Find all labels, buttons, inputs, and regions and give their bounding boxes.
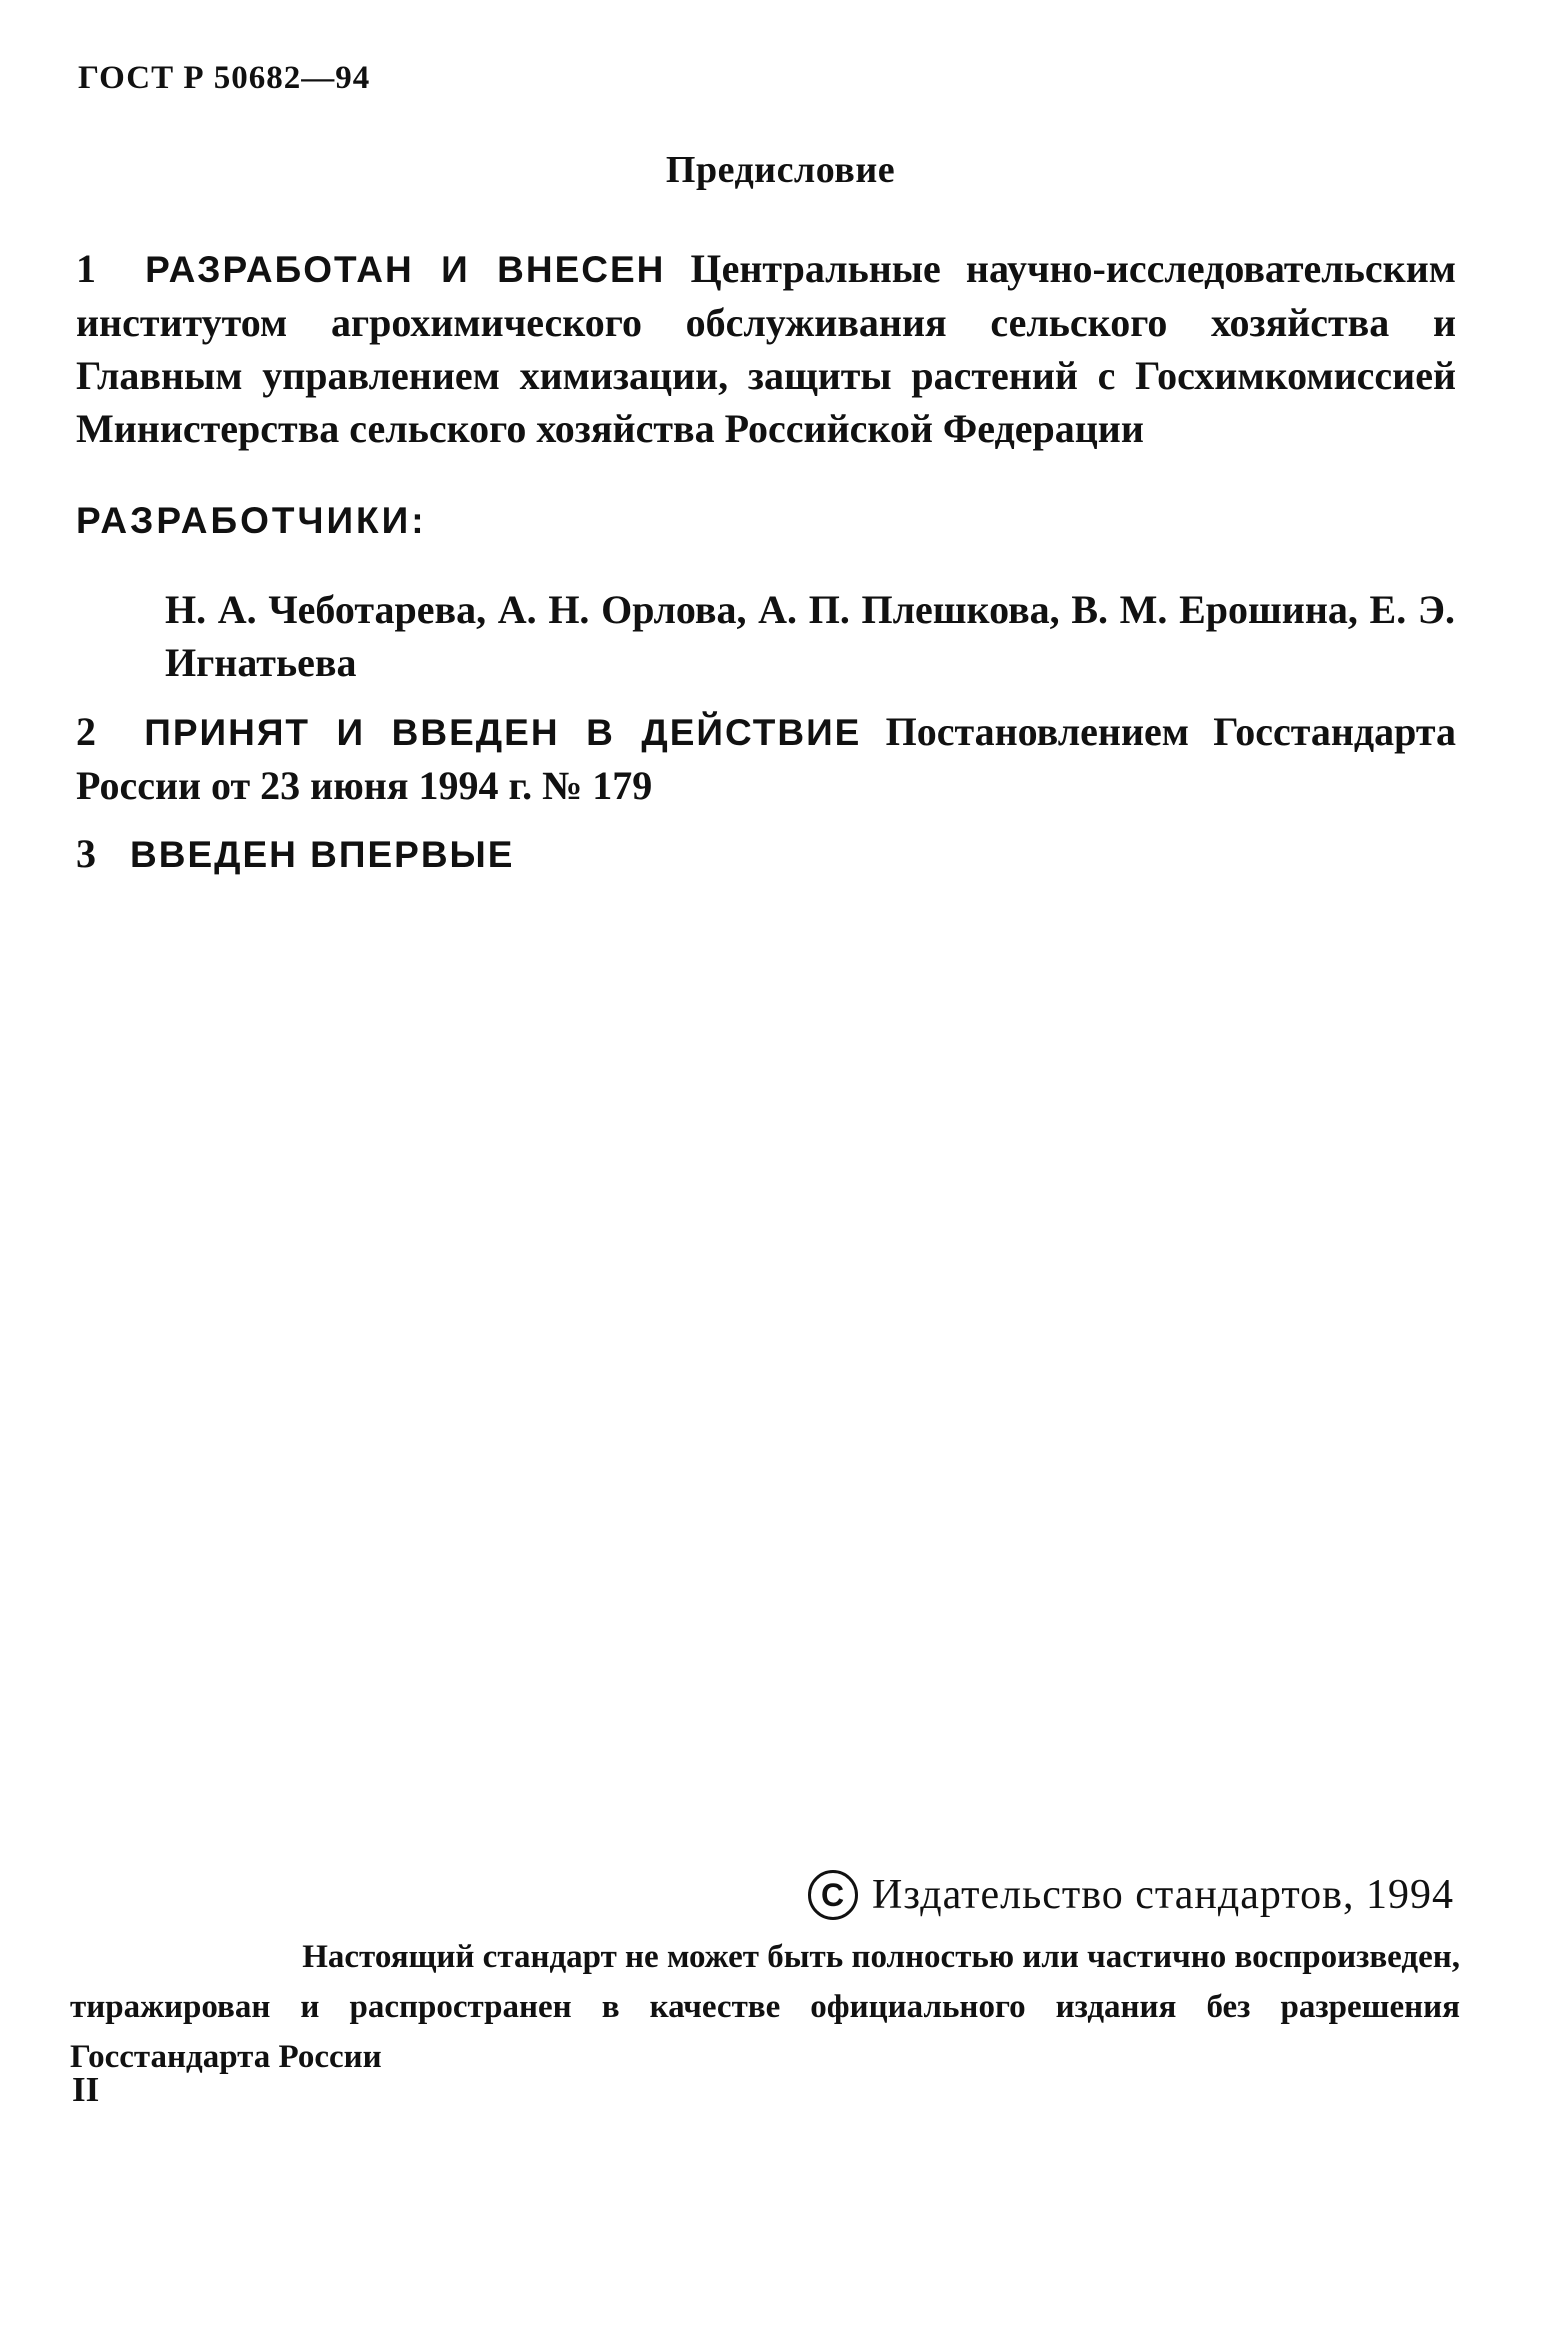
item-caps-heading: ВВЕДЕН ВПЕРВЫЕ: [130, 834, 515, 875]
page-number: II: [72, 2070, 100, 2109]
item-text: Центральные научно-исследовательским институтом агрохимического обслуживания сельского хозяйства и Главным управлением химизации, защиты растений с Госхимкомиссией Министерства сельского хозяйства Российской Федерации: [76, 246, 1456, 451]
preface-item-1: [76, 242, 1456, 455]
page-title: Предисловие: [665, 149, 896, 191]
reproduction-notice: [70, 1932, 1460, 2082]
item-caps-heading: ПРИНЯТ И ВВЕДЕН В ДЕЙСТВИЕ: [144, 712, 862, 753]
copyright-line: [808, 1870, 1454, 1920]
preface-item-2: [76, 705, 1456, 812]
item-number: 3: [76, 831, 96, 876]
item-number: 2: [76, 709, 96, 754]
notice-line-2: тиражирован и распространен в качестве официального издания без разрешения: [70, 1989, 1460, 2025]
document-code: ГОСТ Р 50682—94: [78, 60, 371, 96]
copyright-icon: C: [808, 1870, 858, 1920]
developers-names: Н. А. Чеботарева, А. Н. Орлова, А. П. Плешкова, В. М. Ерошина, Е. Э. Игнатьева: [165, 587, 1455, 685]
notice-line-3: Госстандарта России: [70, 2039, 382, 2075]
preface-item-3: [76, 827, 1456, 881]
notice-line-1: Настоящий стандарт не может быть полностью или частично воспроизведен,: [302, 1939, 1460, 1975]
item-caps-heading: РАЗРАБОТАН И ВНЕСЕН: [145, 249, 666, 290]
copyright-text: Издательство стандартов, 1994: [872, 1872, 1454, 1918]
developers-heading: РАЗРАБОТЧИКИ:: [76, 500, 427, 541]
item-text: Постановлением Госстандарта России от 23 июня 1994 г. № 179: [76, 709, 1456, 808]
item-number: 1: [76, 246, 96, 291]
